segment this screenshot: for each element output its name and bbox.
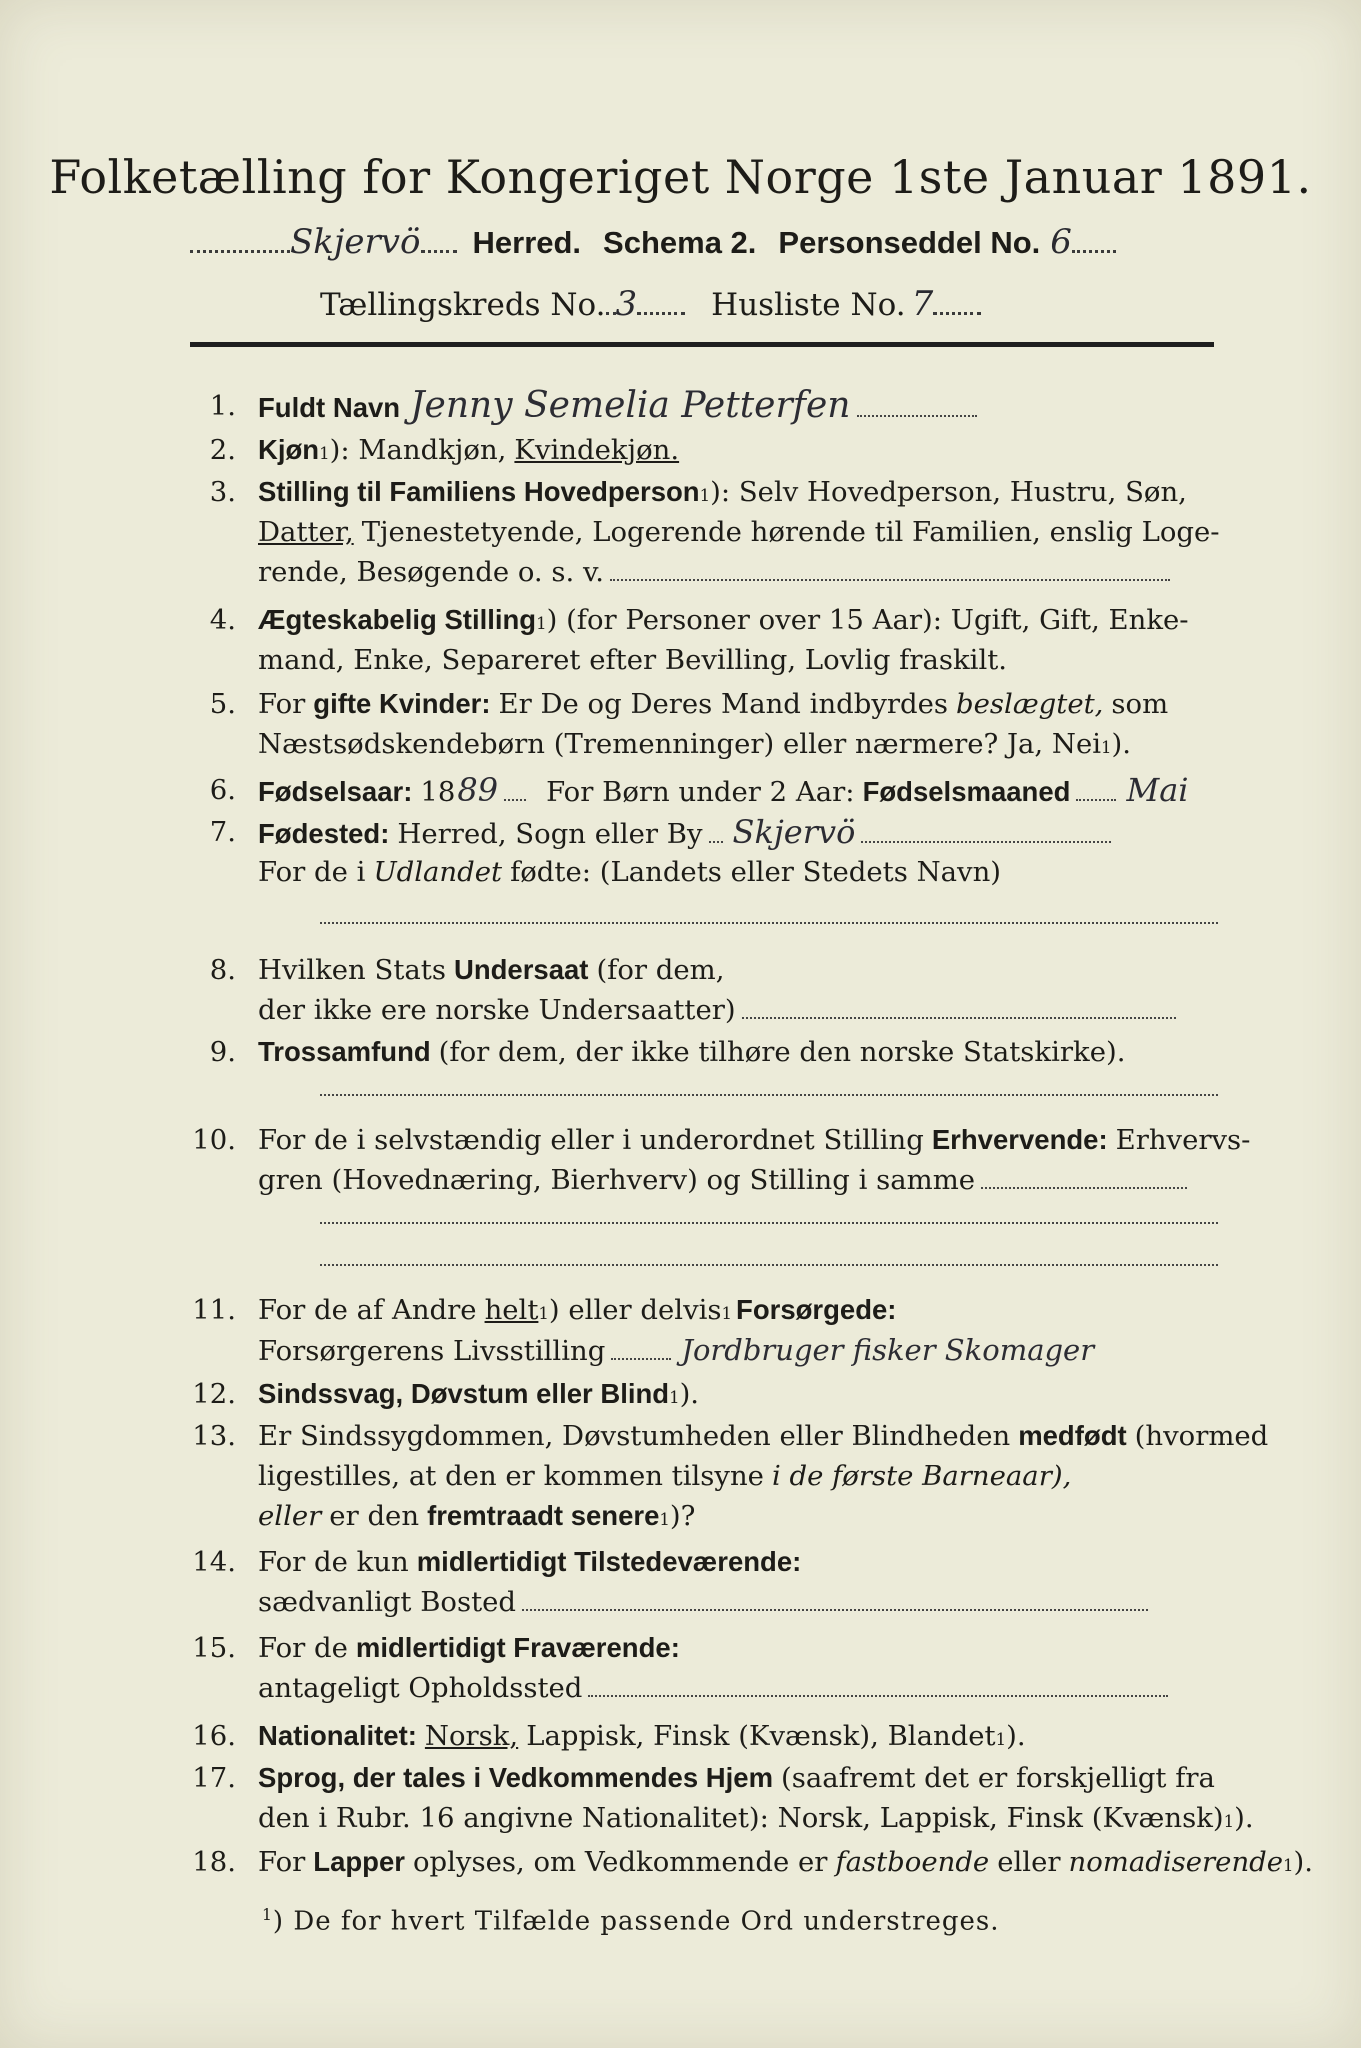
provider-occupation-value: Jordbruger fisker Skomager (681, 1333, 1095, 1367)
field-6-label: Fødselsaar: (258, 776, 413, 807)
field-13-number: 13. (192, 1420, 236, 1452)
field-1-value: Jenny Semelia Petterfen (410, 385, 851, 426)
schema-label: Schema 2. (603, 225, 757, 260)
field-2-number: 2. (209, 434, 236, 466)
field-3-selected: Datter, (258, 516, 354, 548)
field-5-number: 5. (209, 688, 236, 720)
field-9-label: Trossamfund (258, 1036, 431, 1067)
field-18-label: Lapper (313, 1846, 405, 1877)
field-3-label: Stilling til Familiens Hovedperson (258, 476, 700, 507)
field-13-label: medfødt (1018, 1420, 1127, 1451)
field-4-label: Ægteskabelig Stilling (258, 604, 537, 635)
birthplace-value: Skjervö (732, 813, 856, 851)
field-16-label: Nationalitet: (258, 1720, 417, 1751)
field-12-label: Sindssvag, Døvstum eller Blind (258, 1378, 670, 1409)
field-15-label: midlertidigt Fraværende: (355, 1632, 680, 1663)
field-12-number: 12. (192, 1378, 236, 1410)
field-3-number: 3. (209, 476, 236, 508)
field-6-number: 6. (209, 774, 236, 806)
field-8-number: 8. (209, 954, 236, 986)
husliste-value: 7 (911, 284, 934, 324)
field-14-number: 14. (192, 1546, 236, 1578)
field-11-number: 11. (192, 1294, 236, 1326)
husliste-label: Husliste No. (711, 287, 906, 323)
field-1-label: Fuldt Navn (258, 392, 401, 423)
field-17-label: Sprog, der tales i Vedkommendes Hjem (258, 1762, 774, 1793)
field-11-selected: helt (484, 1294, 539, 1326)
form-title: Folketælling for Kongeriget Norge 1ste Januar 1891. (49, 150, 1312, 204)
herred-label: Herred. (472, 225, 582, 260)
header-row-2 (320, 284, 981, 324)
field-9-number: 9. (209, 1036, 236, 1068)
field-14-label: midlertidigt Tilstedeværende: (416, 1546, 802, 1577)
birth-year-value: 89 (457, 771, 499, 809)
field-15-number: 15. (192, 1632, 236, 1664)
field-11-label: Forsørgede: (736, 1294, 897, 1325)
field-17-number: 17. (192, 1762, 236, 1794)
footnote-text: De for hvert Tilfælde passende Ord understreges. (293, 1906, 1000, 1937)
field-2-selected: Kvindekjøn. (514, 434, 680, 466)
kreds-label: Tællingskreds No. (320, 287, 606, 323)
field-2-label: Kjøn (258, 434, 320, 465)
kreds-value: 3 (615, 284, 638, 324)
field-8-label: Undersaat (453, 954, 589, 985)
field-7-label: Fødested: (258, 818, 390, 849)
header-row-1 (190, 222, 1116, 262)
field-7-number: 7. (209, 816, 236, 848)
field-16-selected: Norsk, (424, 1720, 519, 1752)
field-18-number: 18. (192, 1846, 236, 1878)
field-13-label-2: fremtraadt senere (427, 1500, 660, 1531)
field-1-number: 1. (209, 390, 236, 422)
personseddel-label: Personseddel No. (778, 225, 1041, 260)
header-rule (190, 342, 1214, 347)
footnote: $^1$) De for hvert Tilfælde passende Ord understreges. (262, 1906, 1000, 1937)
field-10-number: 10. (192, 1124, 236, 1156)
herred-value: Skjervö (290, 222, 421, 262)
field-16-number: 16. (192, 1720, 236, 1752)
field-4-number: 4. (209, 604, 236, 636)
census-form: Folketælling for Kongeriget Norge 1ste Januar 1891. Skjervö Herred. Schema 2. Personseddel No. 6 Tællingskreds No. 3 Husliste No. 7 1. Fuldt Navn Jenny Semelia Petterfen 2. Kjøn 1 ): Mandkjøn, Kvindekjøn. 3. Stilling til Familiens Hovedperson 1 ): Selv Hovedperson, Hustru, Søn, Datter, Tjenestetyende, Logerende hørende til Familien, enslig Loge- rende, Besøgende o. s. v. 4. Ægteskabelig Stilling 1 ) (for Personer over 15 Aar): Ugift, Gift, Enke- mand, Enke, Separeret efter Bevilling, Lovlig fraskilt. 5. For gifte Kvinder: Er De og Deres Mand indbyrdes beslægtet, som Næstsødskendebørn (Tremenninger) eller nærmere? Ja, Nei 1 ). 6. Fødselsaar: 18 89 For Børn under 2 Aar: Fødselsmaaned Mai 7. Fødested: Herred, Sogn eller By Skjervö For de i Udlandet fødte: (Landets eller Stedets Navn) 8. Hvilken Stats Undersaat (for dem, der ikke ere norske Undersaatter) 9. Trossamfund (for dem, der ikke tilhøre den norske Statskirke). 10. For de i selvstændig eller i underordnet Stilling Erhvervende: Erhvervs- gren (Hovednæring, Bierhverv) og Stilling i samme 11. For de af Andre helt 1 ) eller delvis 1 Forsørgede: Forsørgerens Livsstilling Jordbruger fisker Skomager 12. Sindssvag, Døvstum eller Blind 1 ). 13. Er Sindssygdommen, Døvstumheden eller Blindheden medfødt (hvormed ligestilles, at den er kommen tilsyne i de første Barneaar), eller er den fremtraadt senere 1 )? 14. For de kun midlertidigt Tilstedeværende: sædvanligt Bosted 15. For de midlertidigt Fraværende: antageligt Opholdssted 16. Nationalitet: Norsk, Lappisk, Finsk (Kvænsk), Blandet 1 ). 17. Sprog, der tales i Vedkommendes Hjem (saafremt det er forskjelligt fra den i Rubr. 16 angivne Nationalitet): Norsk, Lappisk, Finsk (Kvænsk) 1 ). 18. For Lapper oplyses, om Vedkommende er fastboende eller nomadiserende 1 ). $^1$) De for hvert Tilfælde passende Ord understreges. (0, 0, 1361, 2048)
field-5-label: gifte Kvinder: (313, 688, 491, 719)
field-6-label-2: Fødselsmaaned (862, 776, 1071, 807)
personseddel-value: 6 (1050, 222, 1072, 262)
field-10-label: Erhvervende: (931, 1124, 1108, 1155)
birth-month-value: Mai (1126, 771, 1189, 809)
